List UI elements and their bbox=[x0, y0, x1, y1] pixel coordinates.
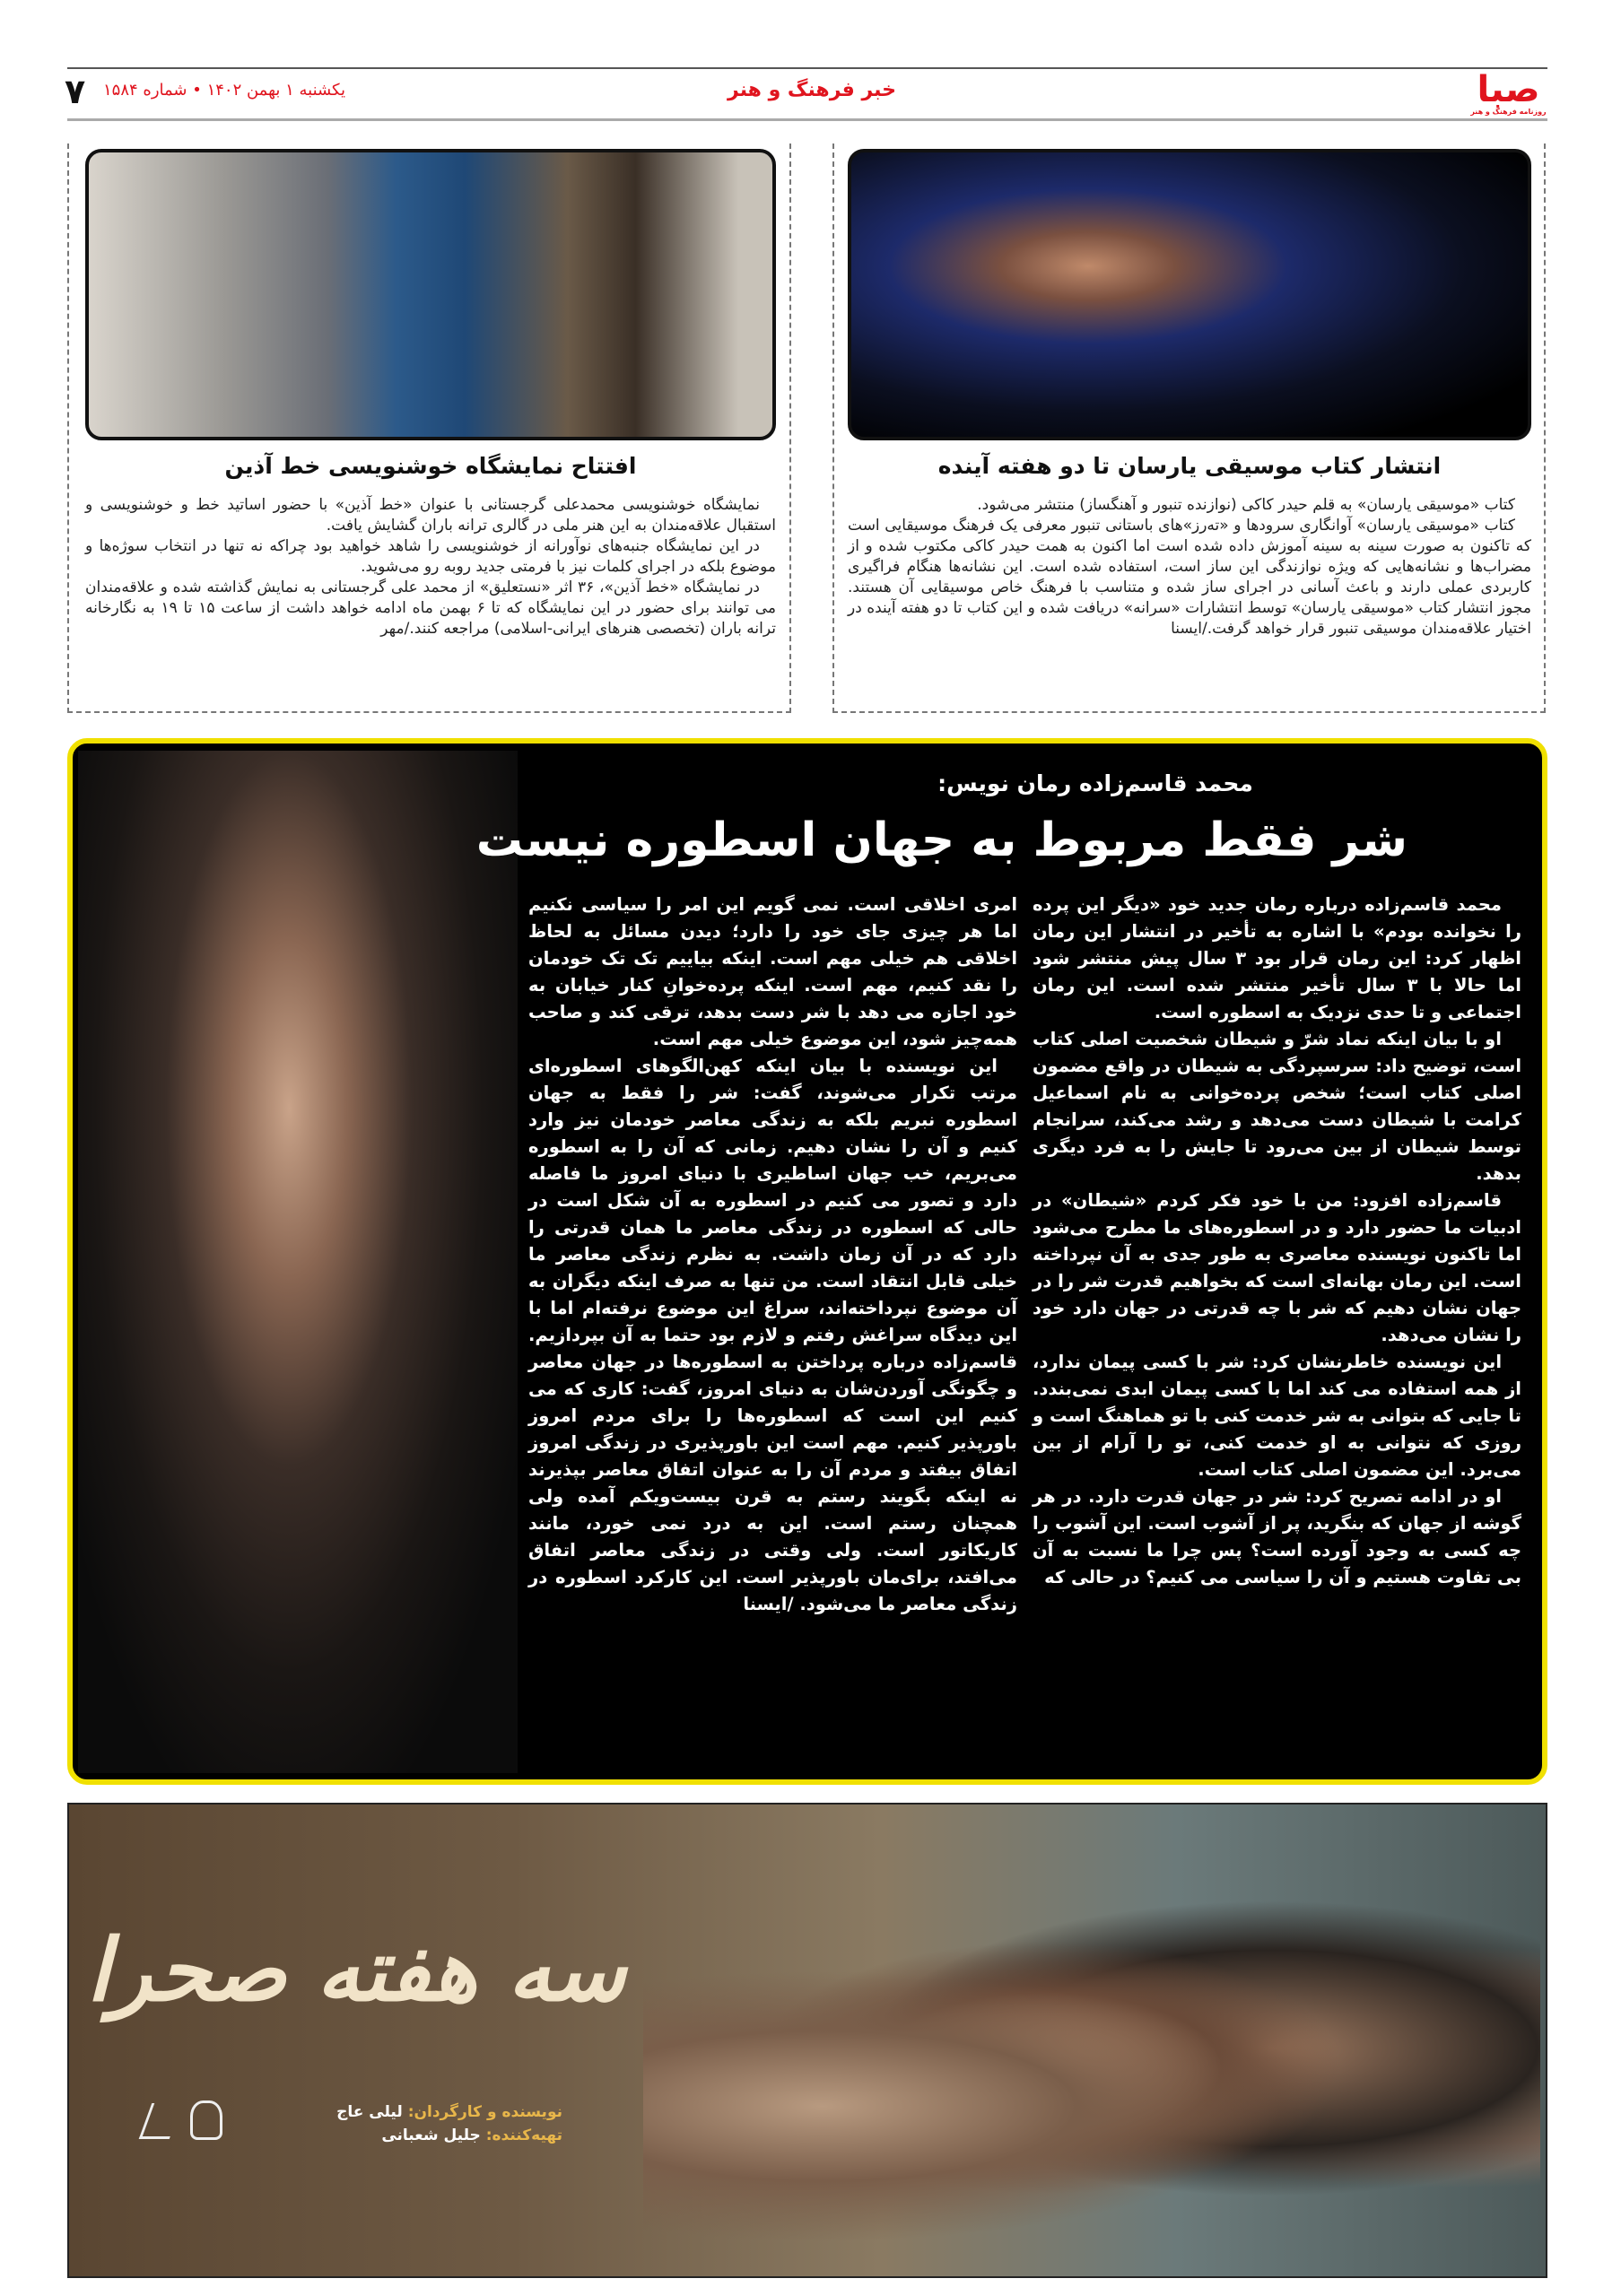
studio-emblem-icon bbox=[139, 2103, 183, 2139]
author-portrait bbox=[78, 751, 518, 1773]
news-title: افتتاح نمایشگاه خوشنویسی خط آذین bbox=[224, 453, 637, 479]
section-title: خبر فرهنگ و هنر bbox=[728, 79, 896, 101]
news-title: انتشار کتاب موسیقی یارسان تا دو هفته آینده bbox=[937, 453, 1442, 479]
paragraph: نمایشگاه خوشنویسی محمدعلی گرجستانی با عنوان «خط آذین» با حضور اساتید خط و خوشنویسی و استقبال علاقه‌مندان به این هنر ملی در گالری ترانه باران گشایش یافت. bbox=[85, 496, 776, 535]
film-title-calligraphy: سه هفته صحرا bbox=[86, 1920, 626, 2021]
news-body bbox=[848, 495, 1531, 639]
logo-text: صبا bbox=[1477, 69, 1540, 110]
paragraph: در نمایشگاه «خط آذین»، ۳۶ اثر «نستعلیق» از محمد علی گرجستانی به نمایش گذاشته شده و علاقه‌مندان می توانند برای حضور در این نمایشگاه که تا ۶ بهمن ماه ادامه خواهد داشت از ساعت ۱۵ تا ۱۹ به نگارخانه ترانه باران (تخصصی هنرهای ایرانی-اسلامی) مراجعه کنند./مهر bbox=[85, 578, 776, 638]
paragraph: امری اخلاقی است. نمی گویم این امر را سیاسی نکنیم اما هر چیزی جای خود را دارد؛ دیدن مسائل به لحاظ اخلاقی هم خیلی مهم است. اینکه بیاییم تک تک خودمان را نقد کنیم، مهم است. اینکه پرده‌خوانِ کنار خیابان به خود اجازه می دهد با شر دست بدهد، ترقی کند و صاحب همه‌چیز شود، این موضوع خیلی مهم است. bbox=[528, 894, 1017, 1049]
paragraph: کتاب «موسیقی یارسان» آوانگاری سرودها و «ته‌رز»های باستانی تنبور معرفی یک فرهنگ موسیقایی است که تاکنون به صورت سینه به سینه آموزش داده شده است اما اکنون به همت حیدر کاکی مکتوب شده و از مضراب‌ها و نشانه‌هایی که ویژه نوازندگی این ساز است، استفاده شده است. این نشانه‌ها هنگام فراگیری کاربردی عملی دارند و باعث آسانی در اجرای ساز شده و متناسب با فرهنگ خاص موسیقایی آن هستند. مجوز انتشار کتاب «موسیقی یارسان» توسط انتشارات «سرانه» دریافت شده و این کتاب تا دو هفته آینده در اختیار علاقه‌مندان موسیقی تنبور قرار خواهد گرفت./ایسنا bbox=[848, 517, 1531, 638]
article-headline: شر فقط مربوط به جهان اسطوره نیست bbox=[475, 813, 1407, 867]
news-box-music-book bbox=[832, 144, 1546, 713]
paragraph: این نویسنده خاطرنشان کرد: شر با کسی پیمان ندارد، از همه استفاده می کند اما با کسی پیمان ابدی نمی‌بندد. تا جایی که بتوانی به شر خدمت کنی با تو هماهنگ است و روزی که نتوانی به او خدمت کنی، تو را آرام از بین می‌برد. این مضمون اصلی کتاب است. bbox=[1033, 1352, 1521, 1480]
paragraph: قاسم‌زاده افزود: من با خود فکر کردم «شیطان» در ادبیات ما حضور دارد و در اسطوره‌های ما مطرح می‌شود اما تاکنون نویسنده معاصری به طور جدی به آن نپرداخته است. این رمان بهانه‌ای است که بخواهیم قدرت شر را در جهان نشان دهیم که شر با چه قدرتی در جهان دارد خود را نشان می‌دهد. bbox=[1033, 1190, 1521, 1345]
credit-label: نویسنده و کارگردان: bbox=[407, 2103, 562, 2121]
article-kicker: محمد قاسم‌زاده رمان نویس: bbox=[937, 770, 1253, 796]
paragraph: در این نمایشگاه جنبه‌های نوآورانه از خوشنویسی را شاهد خواهید بود چراکه نه تنها در انتخاب سوژه‌ها و موضوع بلکه در اجرای کلمات نیز با فرمتی جدید روبه رو می‌شوید. bbox=[85, 537, 776, 576]
page-number: ۷ bbox=[65, 72, 86, 111]
credit-name: لیلی عاج bbox=[336, 2103, 403, 2121]
feature-article bbox=[67, 738, 1547, 1785]
issue-date: یکشنبه ۱ بهمن ۱۴۰۲ • شماره ۱۵۸۴ bbox=[103, 81, 346, 100]
poster-credits bbox=[240, 2100, 562, 2147]
article-column-right bbox=[1033, 891, 1521, 1591]
producer-emblem-icon bbox=[190, 2100, 222, 2140]
newspaper-logo[interactable] bbox=[1466, 69, 1551, 117]
article-column-left bbox=[528, 891, 1017, 1618]
paragraph: او با بیان اینکه نماد شرّ و شیطان شخصیت اصلی کتاب است، توضیح داد: سرسپردگی به شیطان در واقع مضمون اصلی کتاب است؛ شخص پرده‌خوانی به نام اسماعیل کرامت با شیطان دست می‌دهد و رشد می‌کند، سرانجام توسط شیطان از بین می‌رود تا جایش را به فرد دیگری بدهد. bbox=[1033, 1029, 1521, 1184]
musician-photo bbox=[848, 149, 1531, 440]
credit-name: جلیل شعبانی bbox=[381, 2126, 481, 2144]
film-poster bbox=[67, 1803, 1547, 2278]
exhibition-photo bbox=[85, 149, 776, 440]
paragraph: کتاب «موسیقی یارسان» به قلم حیدر کاکی (نوازنده تنبور و آهنگساز) منتشر می‌شود. bbox=[977, 496, 1515, 514]
cast-photo bbox=[643, 1894, 1540, 2278]
header-bottom-rule bbox=[67, 118, 1547, 121]
news-box-calligraphy-exhibition bbox=[67, 144, 791, 713]
paragraph: محمد قاسم‌زاده درباره رمان جدید خود «دیگر این پرده را نخوانده بودم» با اشاره به تأخیر در انتشار این رمان اظهار کرد: این رمان قرار بود ۳ سال پیش منتشر شود اما حالا با ۳ سال تأخیر منتشر شده است. این رمان اجتماعی و تا حدی نزدیک به اسطوره است. bbox=[1033, 894, 1521, 1022]
header-top-rule bbox=[67, 67, 1547, 69]
logo-subtitle: روزنامه فرهنگ و هنر bbox=[1470, 108, 1547, 116]
credit-label: تهیه‌کننده: bbox=[485, 2126, 562, 2144]
paragraph: این نویسنده با بیان اینکه کهن‌الگوهای اسطوره‌ای مرتب تکرار می‌شوند، گفت: شر را فقط به جهان اسطوره نبریم بلکه به زندگی معاصر خودمان نیز وارد کنیم و آن را نشان دهیم. زمانی که آن را به اسطوره می‌بریم، خب جهان اساطیری با دنیای امروز ما فاصله دارد و تصور می کنیم در اسطوره به آن شکل است در حالی که اسطوره در زندگی معاصر ما همان قدرتی را دارد که در آن زمان داشت. به نظرم زندگی معاصر ما خیلی قابل انتقاد است. من تنها به صرف اینکه دیگران به آن موضوع نپرداخته‌اند، سراغ این موضوع نرفته‌ام اما با این دیدگاه سراغش رفتم و لازم بود حتما به آن بپردازیم. قاسم‌زاده درباره پرداختن به اسطوره‌ها در جهان معاصر و چگونگی آوردن‌شان به دنیای امروز، گفت: کاری که می کنیم این است که اسطوره‌ها را برای مردم امروز باورپذیر کنیم. مهم است این باورپذیری در زندگی امروز اتفاق بیفتد و مردم آن را به عنوان اتفاق معاصر بپذیرند نه اینکه بگویند رستم به قرن بیست‌ویکم آمده ولی همچنان رستم است. این به درد نمی خورد، مانند کاریکاتور است. ولی وقتی در زندگی معاصر اتفاق می‌افتد، برای‌مان باورپذیر است. این کارکرد اسطوره در زندگی معاصر ما می‌شود. /ایسنا bbox=[528, 1056, 1017, 1614]
news-body bbox=[85, 495, 776, 639]
paragraph: او در ادامه تصریح کرد: شر در جهان قدرت دارد. در هر گوشه از جهان که بنگرید، پر از آشوب است. این آشوب را چه کسی به وجود آورده است؟ پس چرا ما نسبت به آن بی تفاوت هستیم و آن را سیاسی می کنیم؟ در حالی که bbox=[1033, 1486, 1521, 1587]
